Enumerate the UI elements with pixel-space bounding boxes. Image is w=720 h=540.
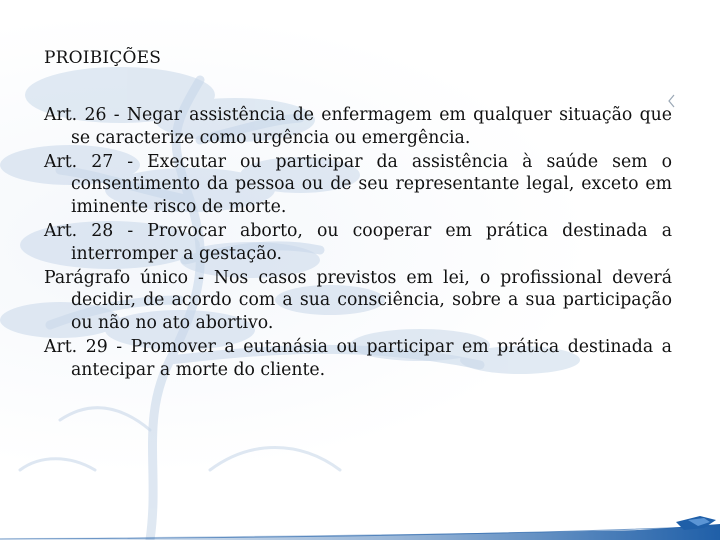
article-27: Art. 27 - Executar ou participar da assistência à saúde sem o consentimento da pessoa ou de seu representante legal, exceto em iminente risco de morte. [44, 151, 672, 217]
page-title: PROIBIÇÕES [44, 48, 162, 68]
proibicoes-list [44, 104, 672, 383]
article-28: Art. 28 - Provocar aborto, ou cooperar em prática destinada a interromper a gestação. [44, 220, 672, 264]
article-29: Art. 29 - Promover a eutanásia ou participar em prática destinada a antecipar a morte do cliente. [44, 336, 672, 380]
blue-swoosh-bar-icon [0, 514, 720, 540]
article-26: Art. 26 - Negar assistência de enfermagem em qualquer situação que se caracterize como urgência ou emergência. [44, 105, 672, 148]
paragrafo-unico: Parágrafo único - Nos casos previstos em lei, o profissional deverá decidir, de acordo com a sua consciência, sobre a sua participação ou não no ato abortivo. [44, 267, 672, 333]
